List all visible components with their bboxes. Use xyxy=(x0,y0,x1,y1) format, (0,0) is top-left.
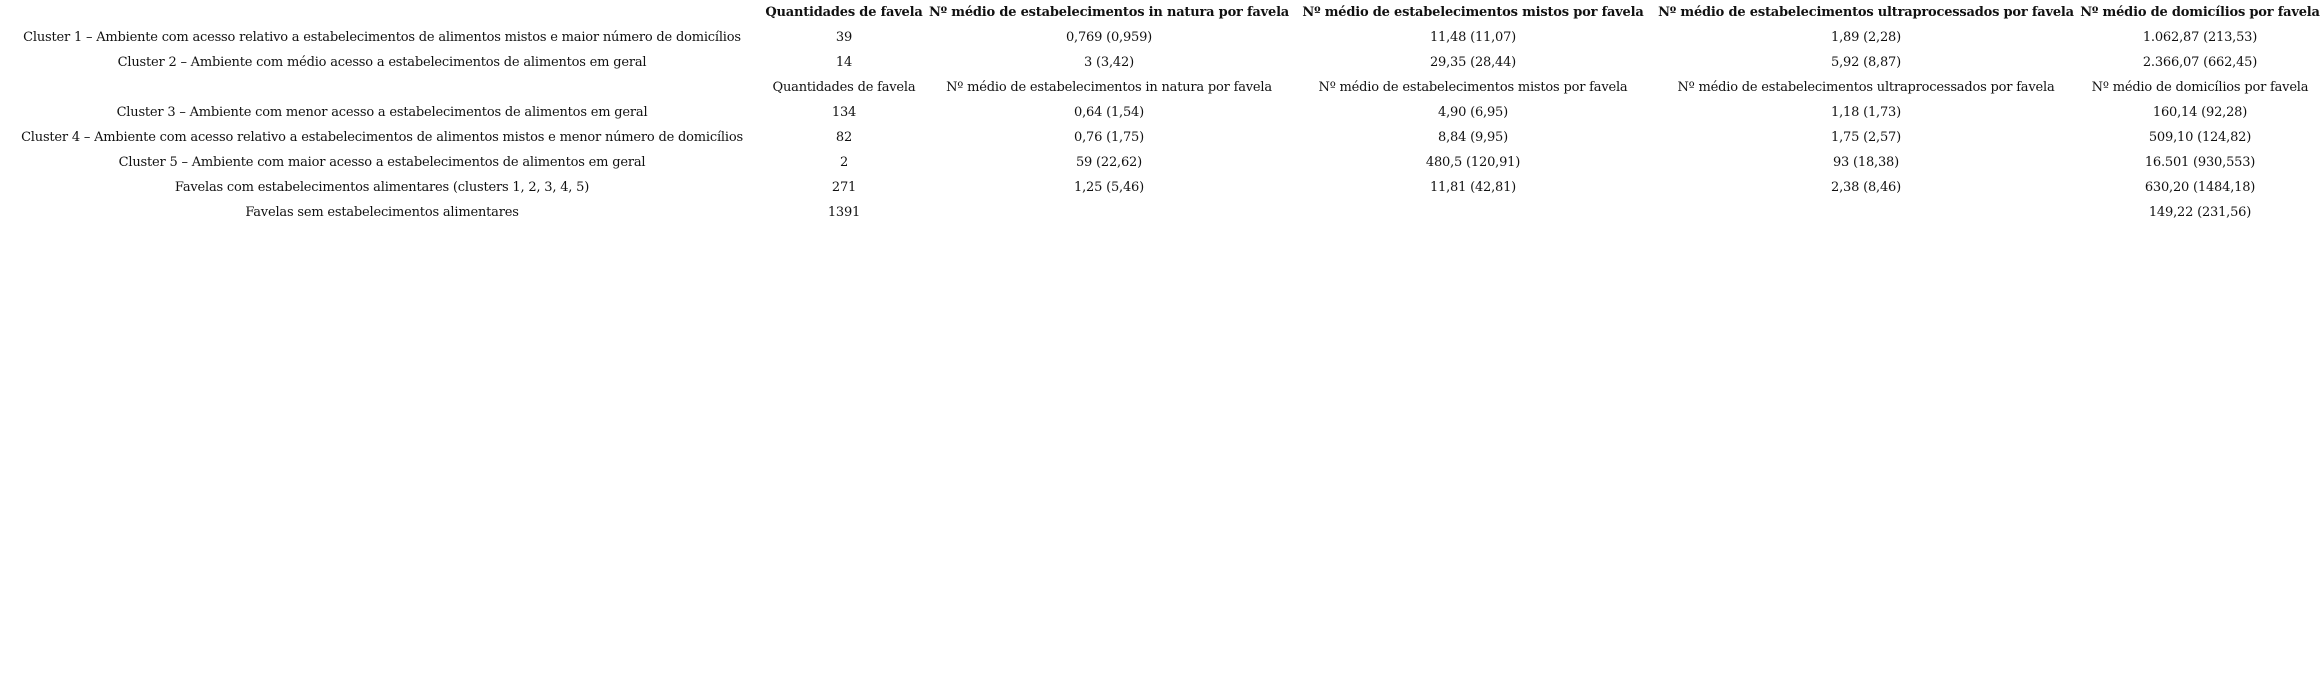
table-cell[interactable]: 1,25 (5,46) xyxy=(1074,180,1144,195)
table-cell[interactable]: 480,5 (120,91) xyxy=(1425,155,1521,170)
table-cell[interactable]: 2 xyxy=(839,155,849,170)
header-cell-domicilios[interactable]: Nº médio de domicílios por favela xyxy=(2091,80,2309,95)
header-cell-quantidades[interactable]: Quantidades de favela xyxy=(772,80,916,95)
table-cell[interactable]: 0,64 (1,54) xyxy=(1074,105,1144,120)
table-cell[interactable]: 2,38 (8,46) xyxy=(1831,180,1901,195)
table-cell[interactable]: 1391 xyxy=(827,205,861,220)
table-cell[interactable] xyxy=(1652,200,2080,225)
header-cell-in-natura[interactable]: Nº médio de estabelecimentos in natura por favela xyxy=(928,5,1290,20)
row-label-cell[interactable]: Cluster 3 – Ambiente com menor acesso a estabelecimentos de alimentos em geral xyxy=(116,105,648,120)
table-cell[interactable]: 93 (18,38) xyxy=(1832,155,1900,170)
table-cell[interactable]: 0,76 (1,75) xyxy=(1074,130,1144,145)
table-cell[interactable]: 271 xyxy=(831,180,857,195)
table-cell[interactable]: 11,48 (11,07) xyxy=(1429,30,1517,45)
header-cell-ultraprocessados[interactable]: Nº médio de estabelecimentos ultraprocessados por favela xyxy=(1677,80,2055,95)
table-cell[interactable]: 0,769 (0,959) xyxy=(1065,30,1153,45)
table-row xyxy=(0,100,2320,125)
table-cell[interactable]: 1,89 (2,28) xyxy=(1831,30,1901,45)
header-cell-mistos[interactable]: Nº médio de estabelecimentos mistos por favela xyxy=(1318,80,1628,95)
header-cell-domicilios[interactable]: Nº médio de domicílios por favela xyxy=(2080,5,2320,20)
table-cell[interactable] xyxy=(924,200,1294,225)
header-cell-quantidades[interactable]: Quantidades de favela xyxy=(765,5,923,20)
table-cell[interactable] xyxy=(1294,200,1652,225)
table-cell[interactable]: 134 xyxy=(831,105,857,120)
table-cell[interactable]: 59 (22,62) xyxy=(1075,155,1143,170)
table-row xyxy=(0,200,2320,225)
table-cell[interactable]: 11,81 (42,81) xyxy=(1429,180,1517,195)
data-table xyxy=(0,0,2320,225)
table-cell[interactable]: 1,18 (1,73) xyxy=(1831,105,1901,120)
table-cell[interactable]: 149,22 (231,56) xyxy=(2148,205,2252,220)
table-cell[interactable]: 3 (3,42) xyxy=(1084,55,1134,70)
table-cell[interactable]: 39 xyxy=(835,30,853,45)
table-cell[interactable]: 1.062,87 (213,53) xyxy=(2142,30,2258,45)
table-row xyxy=(0,25,2320,50)
table-header-row xyxy=(0,75,2320,100)
table-cell[interactable] xyxy=(0,0,764,25)
table-cell[interactable]: 4,90 (6,95) xyxy=(1438,105,1508,120)
table-cell[interactable]: 2.366,07 (662,45) xyxy=(2142,55,2258,70)
table-header-row xyxy=(0,0,2320,25)
row-label-cell[interactable]: Cluster 2 – Ambiente com médio acesso a estabelecimentos de alimentos em geral xyxy=(117,55,647,70)
header-cell-in-natura[interactable]: Nº médio de estabelecimentos in natura por favela xyxy=(946,80,1272,95)
row-label-cell[interactable]: Cluster 5 – Ambiente com maior acesso a estabelecimentos de alimentos em geral xyxy=(118,155,646,170)
row-label-cell[interactable]: Favelas com estabelecimentos alimentares (clusters 1, 2, 3, 4, 5) xyxy=(174,180,590,195)
table-row xyxy=(0,175,2320,200)
table-cell[interactable] xyxy=(0,75,764,100)
table-cell[interactable]: 630,20 (1484,18) xyxy=(2144,180,2256,195)
header-cell-mistos[interactable]: Nº médio de estabelecimentos mistos por favela xyxy=(1302,5,1644,20)
table-row xyxy=(0,150,2320,175)
row-label-cell[interactable]: Cluster 1 – Ambiente com acesso relativo a estabelecimentos de alimentos mistos e maior número de domicílios xyxy=(23,30,741,45)
table-cell[interactable]: 16.501 (930,553) xyxy=(2144,155,2256,170)
table-cell[interactable]: 160,14 (92,28) xyxy=(2152,105,2248,120)
row-label-cell[interactable]: Cluster 4 – Ambiente com acesso relativo a estabelecimentos de alimentos mistos e menor número de domicílios xyxy=(21,130,743,145)
table-cell[interactable]: 14 xyxy=(835,55,853,70)
table-cell[interactable]: 8,84 (9,95) xyxy=(1438,130,1508,145)
table-cell[interactable]: 1,75 (2,57) xyxy=(1831,130,1901,145)
table-cell[interactable]: 82 xyxy=(835,130,853,145)
row-label-cell[interactable]: Favelas sem estabelecimentos alimentares xyxy=(245,205,519,220)
table-cell[interactable]: 29,35 (28,44) xyxy=(1429,55,1517,70)
table-cell[interactable]: 509,10 (124,82) xyxy=(2148,130,2252,145)
table-cell[interactable]: 5,92 (8,87) xyxy=(1831,55,1901,70)
spreadsheet-sheet xyxy=(0,0,2320,225)
table-row xyxy=(0,50,2320,75)
table-row xyxy=(0,125,2320,150)
header-cell-ultraprocessados[interactable]: Nº médio de estabelecimentos ultraprocessados por favela xyxy=(1658,5,2074,20)
